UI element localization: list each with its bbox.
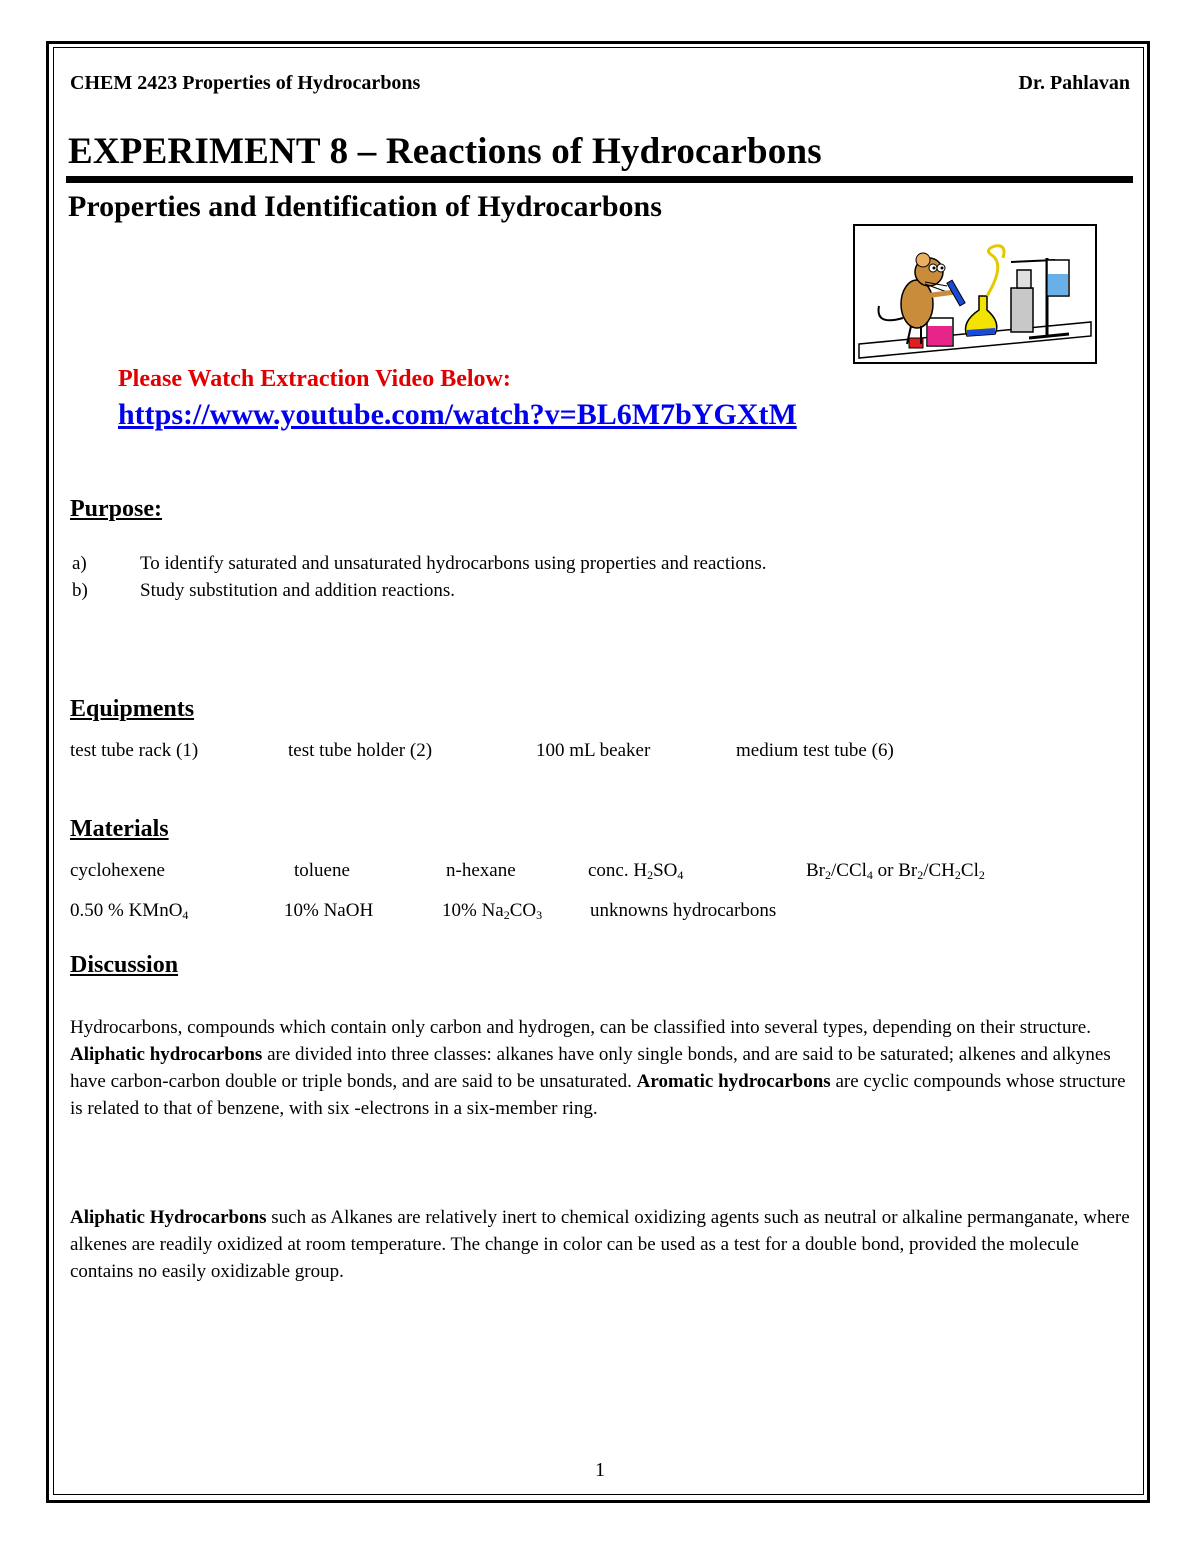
purpose-item <box>72 553 767 575</box>
header-instructor: Dr. Pahlavan <box>1018 72 1130 94</box>
discussion-paragraph: Hydrocarbons, compounds which contain only carbon and hydrogen, can be classified into several types, depending on their structure. Aliphatic hydrocarbons are divided into three classes: alkanes have only single bonds, and are said to be saturated; alkenes and alkynes have carbon-carbon double or triple bonds, and are said to be unsaturated. Aromatic hydrocarbons are cyclic compounds whose structure is related to that of benzene, with six -electrons in a six-member ring. <box>70 1017 1126 1119</box>
equipment-item: 100 mL beaker <box>536 740 651 761</box>
purpose-heading: Purpose: <box>70 496 162 522</box>
bold-term: Aromatic hydrocarbons <box>636 1071 831 1092</box>
page-subtitle: Properties and Identification of Hydrocarbons <box>68 190 662 223</box>
equipment-item: test tube holder (2) <box>288 740 433 761</box>
equipment-item: medium test tube (6) <box>736 740 894 761</box>
purpose-item-text: To identify saturated and unsaturated hydrocarbons using properties and reactions. <box>140 553 767 574</box>
materials-heading: Materials <box>70 816 169 842</box>
video-link[interactable]: https://www.youtube.com/watch?v=BL6M7bYGXtM <box>118 398 797 431</box>
title-divider <box>66 176 1133 183</box>
material-item: conc. $H_2SO_4$ <box>588 860 684 882</box>
material-item: unknowns hydrocarbons <box>590 900 777 921</box>
purpose-item <box>72 580 455 602</box>
lab-illustration-icon <box>855 226 1095 362</box>
materials-row <box>70 860 1130 884</box>
material-item: $Br_2/CCl_4$ or $Br_2/CH_2Cl_2$ <box>806 860 985 882</box>
video-label: Please Watch Extraction Video Below: <box>118 366 511 392</box>
equipment-item: test tube rack (1) <box>70 740 199 761</box>
page-title: EXPERIMENT 8 – Reactions of Hydrocarbons <box>68 131 822 172</box>
discussion-paragraph: Aliphatic Hydrocarbons such as Alkanes are relatively inert to chemical oxidizing agents such as neutral or alkaline permanganate, where alkenes are readily oxidized at room temperature. The change in color can be used as a test for a double bond, provided the molecule contains no easily oxidizable group. <box>70 1207 1130 1282</box>
purpose-item-text: Study substitution and addition reactions. <box>140 580 456 601</box>
material-item: 10% $Na_2CO_3$ <box>442 900 543 922</box>
list-marker: a) <box>72 553 87 574</box>
material-item: 10% NaOH <box>284 900 374 921</box>
material-item: 0.50 % KMnO$_4$ <box>70 900 189 922</box>
page-number: 1 <box>595 1459 605 1481</box>
equipments-row <box>70 740 1130 764</box>
material-item: toluene <box>294 860 350 881</box>
header-course: CHEM 2423 Properties of Hydrocarbons <box>70 72 421 94</box>
lab-mouse-chemist-illustration <box>853 224 1097 364</box>
material-item: n-hexane <box>446 860 516 881</box>
list-marker: b) <box>72 580 88 601</box>
bold-term: Aliphatic Hydrocarbons <box>70 1207 267 1228</box>
material-item: cyclohexene <box>70 860 165 881</box>
discussion-heading: Discussion <box>70 952 179 978</box>
equipments-heading: Equipments <box>70 696 195 722</box>
materials-row <box>70 900 1130 924</box>
bold-term: Aliphatic hydrocarbons <box>70 1044 263 1065</box>
